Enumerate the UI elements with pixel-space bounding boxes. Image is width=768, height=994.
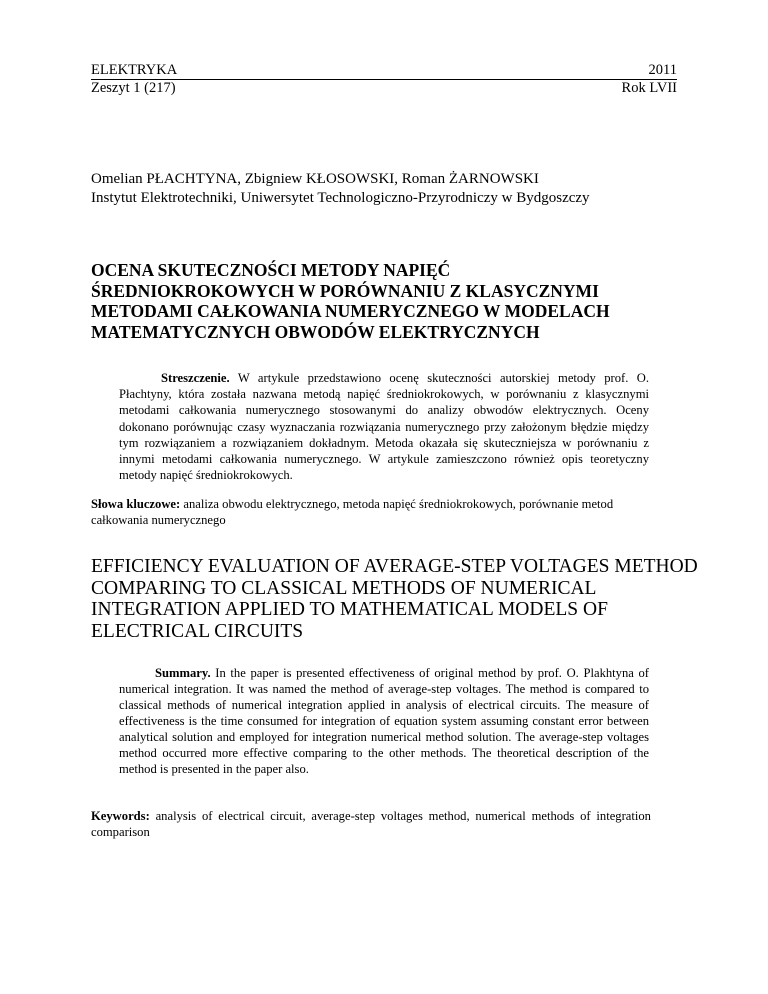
keywords-polish [91,496,671,528]
title-polish [91,260,691,342]
summary-english [119,665,649,777]
journal-issue: Zeszyt 1 (217) [91,80,176,96]
summary-text: In the paper is presented effectiveness of original method by prof. O. Plakhtyna of numerical integration. It was named the method of average-step voltages. The method is compared to classical methods of numerical integration applied in analysis of electrical circuits. The measure of effectiveness is the time consumed for integration of equation system assuming constant error between analytical solution and employed for integration numerical method solution. The average-step voltages method occurred more effective comparing to the other methods. The theoretical description of the method is presented in the paper also. [119,666,649,776]
abstract-polish [119,370,649,483]
title-english [91,556,751,642]
header-row-bottom [91,80,677,97]
journal-name: ELEKTRYKA [91,62,178,78]
title-en-line: EFFICIENCY EVALUATION OF AVERAGE-STEP VOLTAGES METHOD [91,556,698,577]
title-pl-line: OCENA SKUTECZNOŚCI METODY NAPIĘĆ [91,260,451,280]
title-en-line: INTEGRATION APPLIED TO MATHEMATICAL MODELS OF [91,599,608,620]
summary-label: Summary. [155,666,211,680]
author-names: Omelian PŁACHTYNA, Zbigniew KŁOSOWSKI, Roman ŻARNOWSKI [91,171,539,187]
abstract-label: Streszczenie. [161,371,230,385]
author-block [91,170,691,208]
keywords-pl-text: analiza obwodu elektrycznego, metoda napięć średniokrokowych, porównanie metod całkowania numerycznego [91,497,614,528]
journal-year: 2011 [648,62,677,78]
keywords-en-label: Keywords: [91,809,150,823]
title-pl-line: METODAMI CAŁKOWANIA NUMERYCZNEGO W MODELACH [91,301,610,321]
journal-volume: Rok LVII [621,80,677,96]
abstract-text: W artykule przedstawiono ocenę skuteczności autorskiej metody prof. O. Płachtyny, która została nazwana metodą napięć średniokrokowych, w porównaniu z klasycznymi metodami całkowania numerycznego stosowanymi do analizy obwodów elektrycznych. Oceny dokonano porównując czasy wyznaczania rozwiązania numerycznego przy założonym błędzie między tym rozwiązaniem a rozwiązaniem dokładnym. Metoda okazała się skuteczniejsza w porównaniu z innymi metodami całkowania numerycznego. W artykule zamieszczono również opis teoretyczny metody napięć średniokrokowych. [119,371,649,483]
title-en-line: ELECTRICAL CIRCUITS [91,620,304,642]
keywords-pl-label: Słowa kluczowe: [91,497,181,511]
keywords-en-text: analysis of electrical circuit, average-step voltages method, numerical methods of integration comparison [91,809,651,840]
title-pl-line: ŚREDNIOKROKOWYCH W PORÓWNANIU Z KLASYCZNYMI [91,280,599,301]
abstract-paragraph [119,370,649,483]
title-en-line: COMPARING TO CLASSICAL METHODS OF NUMERICAL [91,577,597,599]
keywords-english [91,808,651,840]
header-row-top [91,62,677,80]
author-affiliation: Instytut Elektrotechniki, Uniwersytet Technologiczno-Przyrodniczy w Bydgoszczy [91,190,590,206]
title-pl-line: MATEMATYCZNYCH OBWODÓW ELEKTRYCZNYCH [91,321,540,342]
journal-header [91,62,677,97]
summary-paragraph [119,665,649,777]
